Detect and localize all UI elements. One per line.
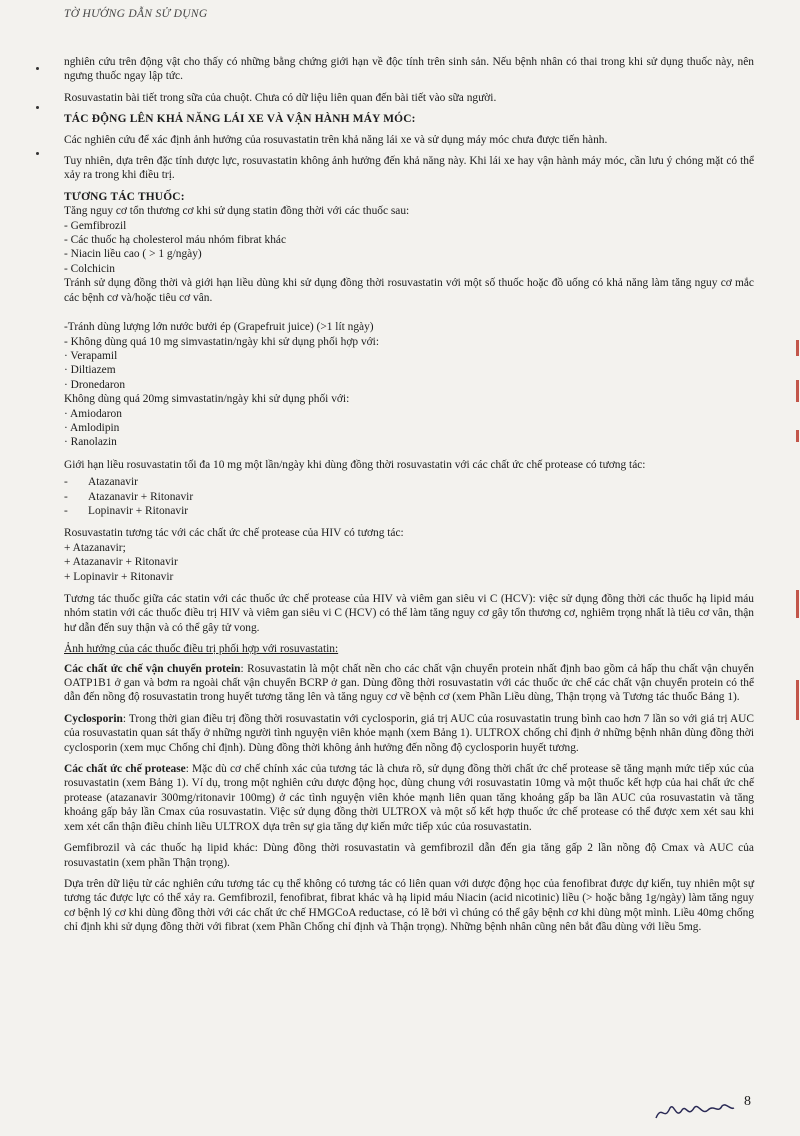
list-intro: Không dùng quá 20mg simvastatin/ngày khi sử dụng phối với: [64,393,350,406]
list-item: + Atazanavir + Ritonavir [64,556,178,569]
list-item: - Không dùng quá 10 mg simvastatin/ngày khi sử dụng phối hợp với: [64,335,379,348]
section-heading-driving: TÁC ĐỘNG LÊN KHẢ NĂNG LÁI XE VÀ VẬN HÀNH MÁY MÓC: [64,113,416,126]
list-item: · Dronedaron [64,378,126,391]
edge-mark [796,430,799,442]
paragraph: Tuy nhiên, dựa trên đặc tính dược lực, rosuvastatin không ảnh hưởng đến khả năng này. Khi lái xe hay vận hành máy móc, cần lưu ý chóng mặt có thể xảy ra trong khi điều trị. [64,155,754,182]
list-intro: Tăng nguy cơ tổn thương cơ khi sử dụng statin đồng thời với các thuốc sau: [64,205,410,218]
edge-mark [796,340,799,356]
paragraph-text: : Rosuvastatin là một chất nền cho các chất vận chuyển protein nhất định bao gồm cả hấp thu chất vận chuyển OATP1B1 ở gan và bơm ra ngoài chất vận chuyển BCRP ở gan. Dùng đồng thời rosuvastatin với các thuốc ức chế các chất vận chuyển protein có thể dẫn đến nồng độ rosuvastatin trong huyết tương tăng lên và tăng nguy cơ về bệnh cơ (xem Phần Liều dùng, Thận trọng và Tương tác thuốc Bảng 1). [64,662,754,704]
list-item: -Tránh dùng lượng lớn nước bưởi ép (Grapefruit juice) (>1 lít ngày) [64,321,374,334]
paragraph: Giới hạn liều rosuvastatin tối đa 10 mg một lần/ngày khi dùng đồng thời rosuvastatin với các chất ức chế protease có tương tác: [64,458,646,471]
list-item: + Lopinavir + Ritonavir [64,570,174,583]
list-item-text: Lopinavir + Ritonavir [88,504,189,517]
list-item: · Ranolazin [64,436,117,449]
paragraph-text: : Mặc dù cơ chế chính xác của tương tác là chưa rõ, sử dụng đồng thời chất ức chế protease sẽ tăng mạnh mức tiếp xúc của rosuvastatin (xem Bảng 1). Ví dụ, trong một nghiên cứu dược động học, dùng chung với rosuvastatin 10mg và một thuốc kết hợp của hai chất ức chế protease (atazanavir 300mg/ritonavir 100mg) ở các tình nguyện viên khỏe mạnh liên quan tăng khoảng gấp ba lần AUC của rosuvastatin và tăng khoảng gấp bảy lần Cmax của rosuvastatin. Việc sử dụng đồng thời ULTROX và một số kết hợp thuốc ức chế protease có thể được xem xét sau khi xem xét cẩn thận điều chỉnh liều ULTROX dựa trên sự gia tăng dự kiến mức tiếp xúc của rosuvastatin. [64,763,754,833]
list-item: - Gemfibrozil [64,219,127,232]
paragraph: Tương tác thuốc giữa các statin với các thuốc ức chế protease của HIV và viêm gan siêu vi C (HCV): việc sử dụng đồng thời các thuốc hạ lipid máu nhóm statin với các thuốc điều trị HIV và viêm gan siêu vi C (HCV) có thể làm tăng nguy cơ gây tổn thương cơ, nghiêm trọng nhất là tiêu cơ vân, thận hư dẫn đến suy thận và có thể gây tử vong. [64,593,754,634]
paragraph: Gemfibrozil và các thuốc hạ lipid khác: Dùng đồng thời rosuvastatin và gemfibrozil dẫn đến gia tăng gấp 2 lần nồng độ Cmax và AUC của rosuvastatin (xem phần Thận trọng). [64,842,754,869]
paragraph-text: : Trong thời gian điều trị đồng thời rosuvastatin với cyclosporin, giá trị AUC của rosuvastatin trung bình cao hơn 7 lần so với giá trị AUC của rosuvastatin quan sát thấy ở những người tình nguyện viên khỏe mạnh (xem Bảng 1). ULTROX chống chỉ định ở những bệnh nhân dùng đồng thời cyclosporin (xem mục Chống chỉ định). Dùng đồng thời không ảnh hưởng đến nồng độ cyclosporin huyết tương. [64,712,754,754]
edge-mark [796,680,799,720]
edge-mark [796,590,799,618]
edge-mark [796,380,799,402]
paragraph: Rosuvastatin bài tiết trong sữa của chuột. Chưa có dữ liệu liên quan đến bài tiết vào sữa người. [64,91,497,104]
paragraph: Dựa trên dữ liệu từ các nghiên cứu tương tác cụ thể không có tương tác có liên quan với dược động học của fenofibrat được dự kiến, tuy nhiên một sự tương tác được lực có thể xảy ra. Gemfibrozil, fenofibrat, fibrat khác và hạ lipid máu Niacin (acid nicotinic) liều (> hoặc bằng 1g/ngày) làm tăng nguy cơ bệnh lý cơ khi dùng đồng thời với các chất ức chế HMGCoA reductase, có lẽ bởi vì chúng có thể gây bệnh cơ khi dùng một mình. Liều 40mg chống chỉ định khi sử dụng đồng thời với fibrat (xem Phần Chống chỉ định và Thận trọng). Những bệnh nhân cũng nên bắt đầu dùng với liều 5mg. [64,877,754,934]
list-item: · Verapamil [64,349,118,362]
paragraph [64,662,754,705]
term: Cyclosporin [64,712,123,725]
margin-dot [36,67,39,70]
list-item: + Atazanavir; [64,541,126,554]
list-item: - Atazanavir + Ritonavir [64,490,194,503]
list-item: - Các thuốc hạ cholesterol máu nhóm fibrat khác [64,234,287,247]
section-heading-interactions: TƯƠNG TÁC THUỐC: [64,190,185,203]
list-item: · Diltiazem [64,364,116,377]
paragraph: Các nghiên cứu để xác định ảnh hưởng của rosuvastatin trên khả năng lái xe và sử dụng máy móc chưa được tiến hành. [64,133,608,146]
list-item: - Atazanavir [64,476,138,489]
signature-image [652,1094,736,1126]
page-body [64,55,754,942]
list-item-text: Atazanavir [88,476,138,489]
term: Các chất ức chế protease [64,763,186,776]
margin-dot [36,152,39,155]
list-item-text: Atazanavir + Ritonavir [88,490,194,503]
paragraph: nghiên cứu trên động vật cho thấy có những bằng chứng giới hạn về độc tính trên sinh sản. Nếu bệnh nhân có thai trong khi sử dụng thuốc này, nên ngưng thuốc ngay lập tức. [64,56,754,83]
list-item: - Colchicin [64,262,115,275]
list-item: · Amlodipin [64,421,120,434]
page-number: 8 [744,1094,751,1109]
term: Các chất ức chế vận chuyển protein [64,662,241,675]
list-item: · Amiodaron [64,407,122,420]
paragraph: Tránh sử dụng đồng thời và giới hạn liều dùng khi sử dụng đồng thời rosuvastatin với một số thuốc hoặc đồ uống có khả năng làm tăng nguy cơ mắc các bệnh cơ và/hoặc tiêu cơ vân. [64,277,754,304]
list-intro: Rosuvastatin tương tác với các chất ức chế protease của HIV có tương tác: [64,527,404,540]
margin-dot [36,106,39,109]
list-item: - Lopinavir + Ritonavir [64,504,189,517]
page-header: TỜ HƯỚNG DẪN SỬ DỤNG [64,8,208,20]
list-item: - Niacin liều cao ( > 1 g/ngày) [64,248,202,261]
paragraph [64,762,754,834]
subsection-heading: Ảnh hưởng của các thuốc điều trị phối hợp với rosuvastatin: [64,643,339,656]
paragraph [64,712,754,755]
